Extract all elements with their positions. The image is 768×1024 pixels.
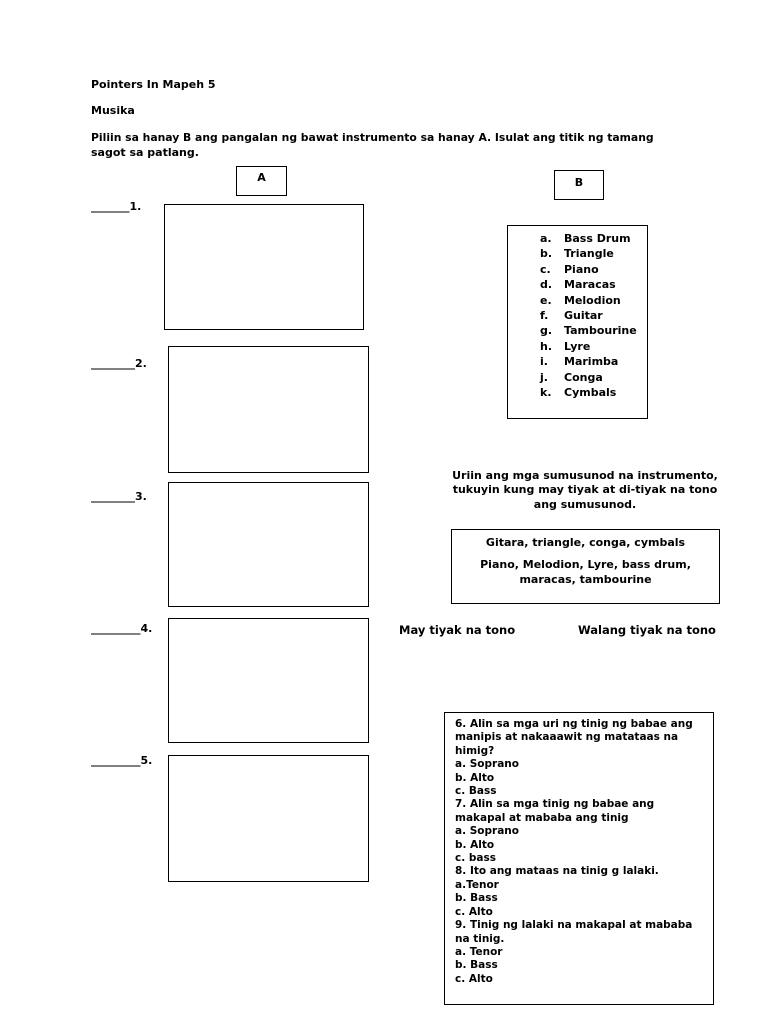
list-item: f. Guitar [540, 308, 603, 322]
instruction-line-2: sagot sa patlang. [91, 146, 199, 159]
question-line: 9. Tinig ng lalaki na makapal at mababa [455, 919, 693, 932]
list-item: j. Conga [540, 370, 603, 384]
column-a-label: A [257, 171, 266, 184]
question-line: a.Tenor [455, 878, 499, 891]
question-line: manipis at nakaaawit ng matataas na [455, 731, 679, 744]
question-line: b. Bass [455, 959, 498, 972]
question-line: b. Alto [455, 838, 495, 851]
question-line: c. bass [455, 852, 496, 865]
indefinite-pitch-label: Walang tiyak na tono [578, 623, 716, 637]
question-line: c. Alto [455, 905, 493, 918]
question-line: a. Soprano [455, 825, 519, 838]
classify-list-line-3: maracas, tambourine [519, 572, 652, 586]
list-item: g. Tambourine [540, 324, 637, 338]
instrument-image-box-5 [168, 755, 369, 882]
answer-blank-4[interactable]: _________4. [91, 622, 153, 635]
answer-blank-5[interactable]: _________5. [91, 754, 153, 767]
question-line: c. Alto [455, 972, 493, 985]
choices-box [507, 225, 648, 419]
choices-list [540, 232, 647, 401]
subject-heading: Musika [91, 104, 135, 117]
question-line: 8. Ito ang mataas na tinig g lalaki. [455, 865, 659, 878]
list-item: c. Piano [540, 262, 599, 276]
list-item: i. Marimba [540, 355, 619, 369]
list-item: d. Maracas [540, 278, 616, 292]
list-item: a. Bass Drum [540, 232, 631, 245]
column-b-header [554, 170, 604, 200]
instrument-image-box-3 [168, 482, 369, 607]
instrument-image-box-2 [168, 346, 369, 473]
question-line: 7. Alin sa mga tinig ng babae ang [455, 798, 655, 811]
column-a-header [236, 166, 287, 196]
definite-pitch-label: May tiyak na tono [399, 623, 516, 637]
classify-list-line-2: Piano, Melodion, Lyre, bass drum, [480, 558, 691, 572]
page-title: Pointers In Mapeh 5 [91, 78, 216, 91]
classify-instruction-line-3: ang sumusunod. [533, 497, 637, 511]
question-line: 6. Alin sa mga uri ng tinig ng babae ang [455, 718, 693, 730]
answer-blank-2[interactable]: ________2. [91, 357, 147, 370]
question-line: b. Bass [455, 892, 498, 905]
instrument-image-box-4 [168, 618, 369, 743]
question-line: himig? [455, 744, 495, 757]
column-b-label: B [574, 176, 584, 189]
instruction-line-1: Piliin sa hanay B ang pangalan ng bawat instrumento sa hanay A. Isulat ang titik ng tamang [91, 131, 654, 144]
classify-instruction [430, 469, 740, 512]
classify-instruction-line-2: tukuyin kung may tiyak at di-tiyak na tono [452, 483, 718, 497]
list-item: k. Cymbals [540, 385, 617, 399]
answer-blank-1[interactable]: _______1. [91, 200, 142, 213]
instrument-image-box-1 [164, 204, 364, 330]
classify-list-line-1: Gitara, triangle, conga, cymbals [485, 536, 686, 549]
question-line: na tinig. [455, 932, 505, 945]
question-line: b. Alto [455, 771, 495, 784]
classify-instruction-line-1: Uriin ang mga sumusunod na instrumento, [452, 469, 718, 482]
list-item: e. Melodion [540, 293, 621, 307]
classify-items-box [451, 529, 720, 604]
question-line: makapal at mababa ang tinig [455, 811, 629, 824]
list-item: b. Triangle [540, 247, 614, 261]
question-line: c. Bass [455, 785, 497, 798]
list-item: h. Lyre [540, 339, 591, 353]
question-line: a. Tenor [455, 945, 503, 958]
questions-box [444, 712, 714, 1005]
answer-blank-3[interactable]: ________3. [91, 490, 147, 503]
question-line: a. Soprano [455, 758, 519, 771]
